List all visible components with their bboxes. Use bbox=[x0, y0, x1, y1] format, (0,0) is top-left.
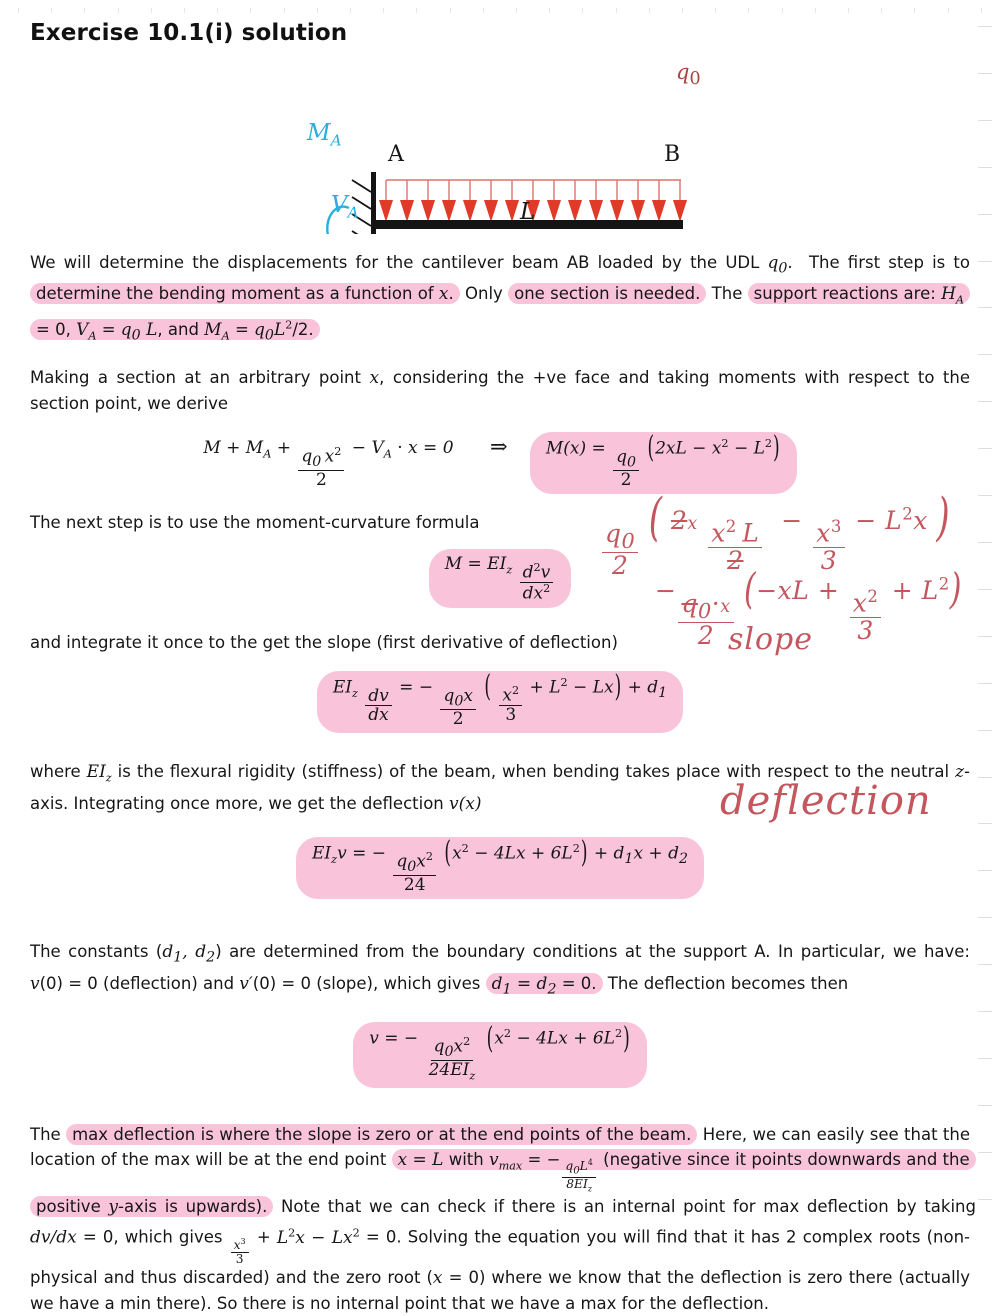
highlight-support-reactions: support reactions are: $H_A = 0$, $V_A = q_0$ L, and $M_A = q_0L^2/2$. bbox=[30, 283, 970, 340]
handwriting-slope-derivation-line1: $\frac{q_0}{2}$ ( 2x $\frac{x^2 L}{2}$ − $\frac{x^3}{3}$ − $L^2x$ ) bbox=[600, 498, 950, 579]
eq3-highlighted: $EI_z$ $\frac{dv}{dx}$ = − $\frac{q_0x}{2}$ ( $\frac{x^2}{3}$ + $L^2 - Lx) + d_1$ bbox=[317, 671, 683, 734]
paragraph-boundary-conditions: The constants ($d_1$, $d_2$) are determined from the boundary conditions at the support A. In particular, we have: v(0) = 0 (deflection) and v′(0) = 0 (slope), which gives $d_1 = d_2 = 0$. The deflection becomes then bbox=[30, 942, 970, 997]
page-title: Exercise 10.1(i) solution bbox=[30, 20, 348, 46]
support-wall bbox=[371, 172, 376, 234]
equation-moment-curvature bbox=[26, 549, 974, 607]
highlight-max-deflection-rule: max deflection is where the slope is zero or at the end points of the beam. bbox=[66, 1124, 697, 1145]
eq2-highlighted: $M = EI_z$ $\frac{d^2v}{dx^2}$ bbox=[429, 549, 572, 607]
eq1-right-highlighted: M(x) = $\frac{q_0}{2}$ $(2xL - x^2 - L^2)$ bbox=[530, 432, 797, 495]
span-label: L bbox=[520, 199, 536, 225]
eq1-left: $M + M_A$ + $\frac{q_0 x^2}{2}$ − $V_A \cdot x = 0$ bbox=[203, 438, 459, 491]
load-label: $q_0$ bbox=[676, 60, 701, 90]
eq5-highlighted: v = − $\frac{q_0x^2}{24EI_z}$ $(x^2 - 4Lx + 6L^2)$ bbox=[353, 1022, 646, 1088]
handwriting-deflection-label: deflection bbox=[720, 778, 932, 824]
handwriting-slope-derivation-line2: − $\frac{q_0\cdot x}{2}$ (−xL + $\frac{x^2}{3}$ + $L^2$) bbox=[655, 565, 963, 650]
paragraph-intro: We will determine the displacements for the cantilever beam AB loaded by the UDL $q_0$. The first step is to determine the bending moment as a function of x. Only one section is needed. The support reactions are: $H_A = 0$, $V_A = q_0$ L, and $M_A = q_0L^2/2$. bbox=[30, 253, 970, 344]
handwriting-slope-label: slope bbox=[728, 622, 814, 657]
p1-q0: $q_0$ bbox=[767, 253, 788, 277]
node-b-label: B bbox=[664, 142, 681, 167]
equation-final-deflection bbox=[26, 1022, 974, 1088]
highlight-bending-moment: determine the bending moment as a function of x. bbox=[30, 283, 460, 304]
paragraph-flexural-rigidity: where $EI_z$ is the flexural rigidity (stiffness) of the beam, when bending takes place with respect to the neutral z-axis. Integrating once more, we get the deflection v(x) bbox=[30, 762, 971, 814]
paragraph-section-cut: Making a section at an arbitrary point x, considering the +ve face and taking moments with respect to the section point, we derive bbox=[30, 367, 970, 413]
node-a-label: A bbox=[388, 142, 404, 167]
p1-seg1: We will determine the displacements for the cantilever beam AB loaded by the UDL bbox=[30, 253, 768, 272]
eq4-highlighted: $EI_zv$ = − $\frac{q_0x^2}{24}$ $(x^2 - 4Lx + 6L^2) + d_1x + d_2$ bbox=[296, 837, 704, 900]
cantilever-beam-udl-diagram bbox=[26, 60, 976, 234]
highlight-vmax: x = L with $v_{max}$ = − $\frac{q_0L^4}{8EI_z}$ (negative since it points downwards and the positive y-axis is upwards). bbox=[30, 1149, 976, 1218]
paragraph-moment-curvature: The next step is to use the moment-curvature formula bbox=[30, 513, 480, 533]
equation-slope bbox=[26, 671, 974, 734]
highlight-one-section: one section is needed. bbox=[508, 283, 706, 304]
eq1-implies-arrow: ⇒ bbox=[490, 434, 508, 459]
paragraph-max-deflection: The max deflection is where the slope is zero or at the end points of the beam. Here, we can easily see that the location of the max will be at the end point x = L with $v_{max}$ = − $\frac{q_0L^4}{8EI_z}$ (negative since it points downwards and the positive y-axis is upwards). Note that we can check if there is an internal point for max deflection by taking dv/dx = 0, which gives $\frac{x^3}{3}$ + $L^2x - Lx^2 = 0$. Solving the equation you will find that it has 2 complex roots (non-physical and thus discarded) and the zero root (x = 0) where we know that the deflection is zero there (actually we have a min there). So there is no internal point that we have a max for the deflection. bbox=[30, 1124, 976, 1314]
beam-diagram-svg bbox=[26, 64, 976, 234]
highlight-constants-zero: $d_1 = d_2 = 0$. bbox=[486, 973, 603, 994]
reaction-label: $V_A$ bbox=[331, 192, 359, 222]
equation-moment-equilibrium bbox=[26, 432, 974, 495]
paragraph-integrate-slope: and integrate it once to the get the slope (first derivative of deflection) bbox=[30, 632, 618, 652]
equation-deflection-constants bbox=[26, 837, 974, 900]
moment-label: $M_A$ bbox=[307, 120, 342, 150]
